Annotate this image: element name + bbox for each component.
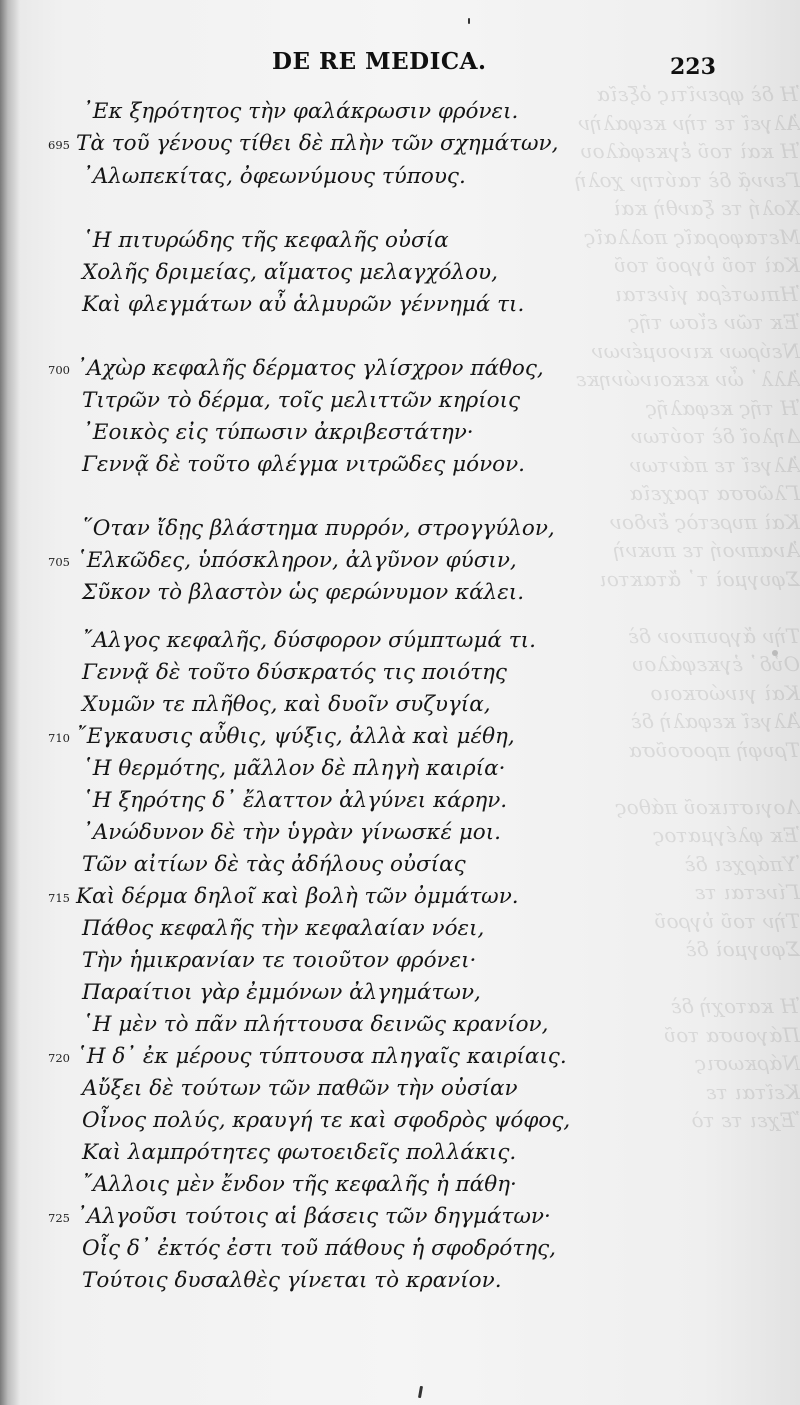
- verse-line: Γεννᾷ δὲ τοῦτο φλέγμα νιτρῶδες μόνον.: [82, 452, 525, 477]
- verse-line: ῾Η θερμότης, μᾶλλον δὲ πληγὴ καιρία·: [82, 756, 506, 781]
- show-through-text: Ἠ δὲ φρενῖτις ὀξεῖα Ἀλγεῖ τε τὴν κεφαλὴν Ἡ καὶ τοῦ ἐγκεφάλου Γεννᾷ δὲ ταύτην χολὴ Χολή τε ξανθὴ καὶ Μεταφοραῖς πολλαῖς Καὶ τοῦ ὑγροῦ τοῦ Ἠπιωτέρα γίνεται Ἐκ τῶν εἴσω τῆς Νεύρων κινουμένων Ἀλλ᾽ ὧν κεκοινώνηκε Ἡ τῆς κεφαλῆς Δηλοῖ δὲ τούτων Ἀλγεῖ τε πάντων Γλῶσσα τραχεῖα Καὶ πυρετὸς ἔνδον Ἀναπνοή τε πυκνὴ Σφυγμοὶ τ᾽ ἄτακτοι Τὴν ἄγρυπνον δὲ Οὐδ᾽ ἐγκεφάλου Καὶ γινώσκοιο Ἀλγεῖ κεφαλὴ δὲ Τρυφὴ προσοῦσα Λογιστικοῦ πάθος Ἐκ φλέγματος Ὑπάρχει δὲ Γίνεται τε Τὴν τοῦ ὑγροῦ Σφυγμοὶ δὲ Ἡ κατοχὴ δὲ Πάγουσα τοῦ Νάρκωσις Κεῖται τε Ἔχει τε τὸ: [574, 82, 800, 1132]
- verse-line: ᾽Αλωπεκίτας, ὀφεωνύμους τύπους.: [82, 164, 466, 189]
- verse-line: Πάθος κεφαλῆς τὴν κεφαλαίαν νόει,: [82, 916, 485, 941]
- verse-line: Παραίτιοι γὰρ ἐμμόνων ἀλγημάτων,: [82, 980, 481, 1005]
- verse-line: ῎Αλλοις μὲν ἔνδον τῆς κεφαλῆς ἡ πάθη·: [82, 1172, 517, 1197]
- verse-line: Οἶνος πολύς, κραυγή τε καὶ σφοδρὸς ψόφος,: [82, 1108, 571, 1133]
- line-number: 695: [48, 138, 70, 152]
- line-number: 725: [48, 1211, 70, 1225]
- verse-line: Οἷς δ᾽ ἐκτός ἐστι τοῦ πάθους ἡ σφοδρότης,: [82, 1236, 556, 1261]
- line-number: 715: [48, 891, 70, 905]
- verse-line: Γεννᾷ δὲ τοῦτο δύσκρατός τις ποιότης: [82, 660, 507, 685]
- page-number: 223: [670, 54, 716, 80]
- verse-line: ῞Οταν ἴδῃς βλάστημα πυρρόν, στρογγύλον,: [82, 516, 555, 541]
- line-number: 710: [48, 731, 70, 745]
- verse-line: ᾽Εκ ξηρότητος τὴν φαλάκρωσιν φρόνει.: [82, 99, 519, 124]
- verse-line: Τὴν ἡμικρανίαν τε τοιοῦτον φρόνει·: [82, 948, 477, 973]
- verse-line: ῾Η μὲν τὸ πᾶν πλήττουσα δεινῶς κρανίον,: [82, 1012, 549, 1037]
- verse-line: Χυμῶν τε πλῆθος, καὶ δυοῖν συζυγία,: [82, 692, 491, 717]
- ink-speck: [468, 18, 470, 24]
- paper-spot: [772, 650, 778, 656]
- verse-line: ᾽Ανώδυνον δὲ τὴν ὑγρὰν γίνωσκέ μοι.: [82, 820, 501, 845]
- page-gutter-shadow: [0, 0, 20, 1405]
- verse-line: ῾Η ξηρότης δ᾽ ἔλαττον ἀλγύνει κάρην.: [82, 788, 508, 813]
- verse-line: ῾Η πιτυρώδης τῆς κεφαλῆς οὐσία: [82, 228, 449, 253]
- verse-line: ῾Η δ᾽ ἐκ μέρους τύπτουσα πληγαῖς καιρίαις.: [76, 1044, 567, 1069]
- verse-line: ῾Ελκῶδες, ὑπόσκληρον, ἀλγῦνον φύσιν,: [76, 548, 517, 573]
- verse-line: ᾽Αλγοῦσι τούτοις αἱ βάσεις τῶν δηγμάτων·: [76, 1204, 551, 1229]
- verse-line: Τούτοις δυσαλθὲς γίνεται τὸ κρανίον.: [82, 1268, 502, 1293]
- line-number: 720: [48, 1051, 70, 1065]
- ink-speck: [418, 1386, 423, 1398]
- verse-line: Χολῆς δριμείας, αἵματος μελαγχόλου,: [82, 260, 498, 285]
- verse-line: Αὔξει δὲ τούτων τῶν παθῶν τὴν οὐσίαν: [82, 1076, 518, 1101]
- verse-line: Καὶ λαμπρότητες φωτοειδεῖς πολλάκις.: [82, 1140, 517, 1165]
- verse-line: Σῦκον τὸ βλαστὸν ὡς φερώνυμον κάλει.: [82, 580, 525, 605]
- verse-line: Τιτρῶν τὸ δέρμα, τοῖς μελιττῶν κηρίοις: [82, 388, 521, 413]
- verse-line: Τὰ τοῦ γένους τίθει δὲ πλὴν τῶν σχημάτων,: [76, 131, 559, 156]
- verse-line: ᾽Αχὼρ κεφαλῆς δέρματος γλίσχρον πάθος,: [76, 356, 544, 381]
- verse-line: ῎Αλγος κεφαλῆς, δύσφορον σύμπτωμά τι.: [82, 628, 536, 653]
- verse-line: ᾽Εοικὸς εἰς τύπωσιν ἀκριβεστάτην·: [82, 420, 474, 445]
- verse-line: Καὶ φλεγμάτων αὖ ἁλμυρῶν γέννημά τι.: [82, 292, 525, 317]
- line-number: 700: [48, 363, 70, 377]
- running-title: DE RE MEDICA.: [272, 48, 487, 75]
- verse-line: Καὶ δέρμα δηλοῖ καὶ βολὴ τῶν ὀμμάτων.: [76, 884, 519, 909]
- verse-line: ῎Εγκαυσις αὖθις, ψύξις, ἀλλὰ καὶ μέθη,: [76, 724, 515, 749]
- line-number: 705: [48, 555, 70, 569]
- verse-line: Τῶν αἰτίων δὲ τὰς ἀδήλους οὐσίας: [82, 852, 466, 877]
